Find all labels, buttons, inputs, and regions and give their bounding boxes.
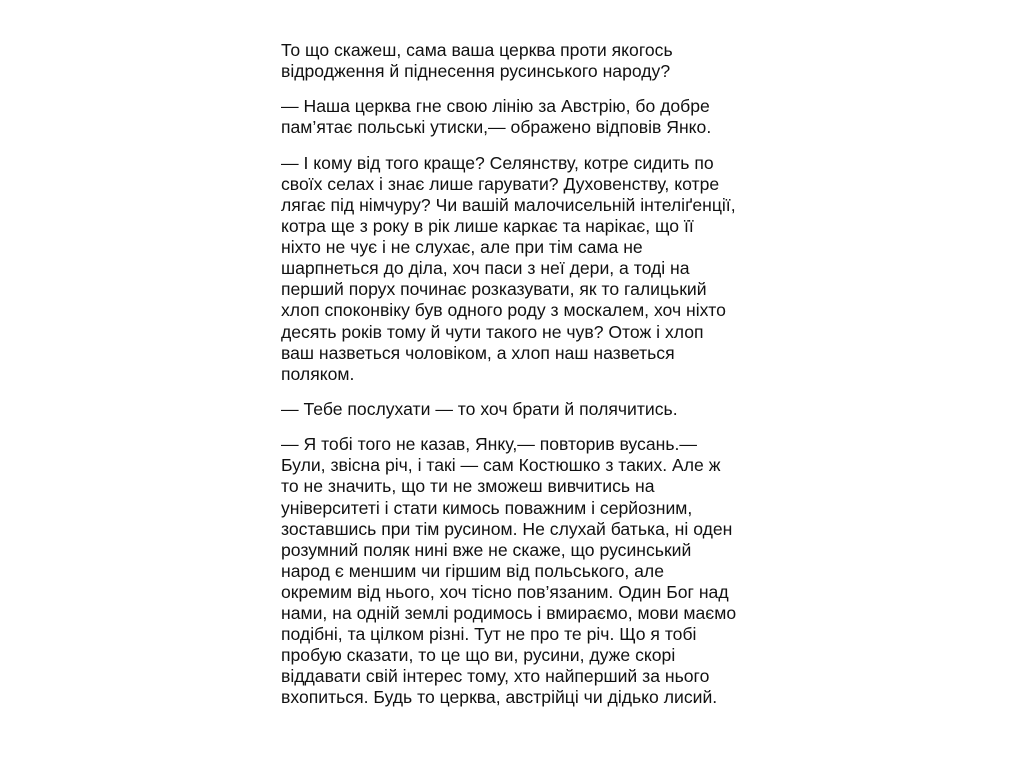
text-line: То що скажеш, сама ваша церква проти якогось	[281, 40, 673, 60]
text-line: окремим від нього, хоч тісно пов’язаним. Один Бог над	[281, 581, 729, 602]
text-body	[281, 40, 781, 723]
text-line: вхопиться. Будь то церква, австрійці чи дідько лисий.	[281, 687, 718, 708]
text-line: університеті і стати кимось поважним і серйозним,	[281, 497, 693, 518]
paragraph	[281, 434, 781, 708]
paragraph	[281, 96, 781, 138]
text-line: — Наша церква гне свою лінію за Австрію, бо добре	[281, 96, 710, 117]
paragraph	[281, 40, 781, 82]
paragraph	[281, 399, 781, 420]
text-line: лягає під німчуру? Чи вашій малочисельній інтеліґенції,	[281, 194, 736, 215]
text-line: розумний поляк нині вже не скаже, що русинський	[281, 539, 692, 560]
text-line: — Тебе послухати — то хоч брати й полячитись.	[281, 398, 678, 419]
text-line: перший порух починає розказувати, як то галицький	[281, 279, 707, 300]
text-line: — І кому від того краще? Селянству, котре сидить по	[281, 152, 714, 173]
text-line: ваш назветься чоловіком, а хлоп наш назветься	[281, 342, 675, 363]
text-line: подібні, та цілком різні. Тут не про те річ. Що я тобі	[281, 624, 697, 645]
text-line: народ є меншим чи гіршим від польського, але	[281, 560, 664, 581]
text-line: Були, звісна річ, і такі — сам Костюшко з таких. Але ж	[281, 455, 721, 476]
text-line: віддавати свій інтерес тому, хто найперший за нього	[281, 666, 710, 687]
text-line: пробую сказати, то це що ви, русини, дуже скорі	[281, 645, 676, 666]
text-line: пам’ятає польські утиски,— ображено відповів Янко.	[281, 117, 712, 138]
text-line: шарпнеться до діла, хоч паси з неї дери, а тоді на	[281, 258, 690, 279]
text-line: хлоп споконвіку був одного роду з москалем, хоч ніхто	[281, 300, 726, 321]
text-line: зоставшись при тім русином. Не слухай батька, ні оден	[281, 518, 733, 539]
text-line: своїх селах і знає лише гарувати? Духовенству, котре	[281, 173, 720, 194]
text-line: десять років тому й чути такого не чув? Отож і хлоп	[281, 321, 704, 342]
text-line: — Я тобі того не казав, Янку,— повторив вусань.—	[281, 434, 697, 455]
text-line: то не значить, що ти не зможеш вивчитись на	[281, 476, 655, 497]
text-line: нами, на одній землі родимось і вмираємо, мови маємо	[281, 603, 737, 623]
text-line: поляком.	[281, 363, 355, 384]
text-line: ніхто не чує і не слухає, але при тім сама не	[281, 237, 643, 258]
text-line: відродження й піднесення русинського народу?	[281, 61, 671, 82]
paragraph	[281, 153, 781, 385]
text-line: котра ще з року в рік лише каркає та нарікає, що її	[281, 216, 694, 237]
